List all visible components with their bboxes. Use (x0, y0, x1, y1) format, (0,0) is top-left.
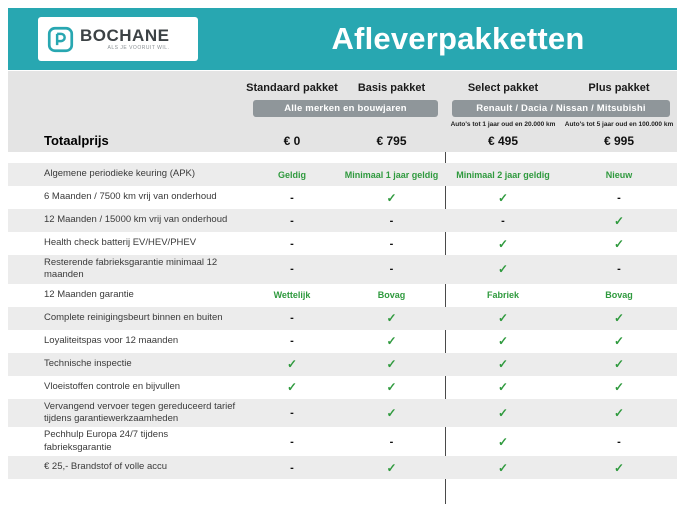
table-row (8, 307, 677, 330)
row-value-select: - (501, 214, 505, 227)
row-value-plus: ✓ (613, 334, 625, 349)
row-value-standaard: Wettelijk (273, 290, 311, 301)
row-value-plus: ✓ (613, 406, 625, 421)
row-value-standaard: - (290, 407, 294, 420)
table-row (8, 284, 677, 307)
table-row (8, 186, 677, 209)
table-row (8, 163, 677, 186)
subnotes-row (8, 120, 677, 129)
row-value-basis: - (389, 435, 394, 448)
row-label: Pechhulp Europa 24/7 tijdens fabrieksgarantie (44, 429, 169, 453)
column-header-select: Select pakket (467, 82, 539, 94)
row-value-standaard: - (290, 435, 294, 448)
totaalprijs-row (8, 133, 677, 148)
row-value-plus: ✓ (613, 236, 625, 251)
row-value-basis: ✓ (386, 357, 397, 372)
table-header (8, 71, 677, 152)
column-header-standaard: Standaard pakket (246, 82, 338, 94)
row-label: 12 Maanden / 15000 km vrij van onderhoud (44, 214, 228, 226)
page-title: Afleverpakketten (331, 21, 585, 56)
row-value-basis: ✓ (386, 190, 397, 205)
row-label: Algemene periodieke keuring (APK) (44, 168, 196, 180)
row-value-basis: ✓ (386, 311, 397, 326)
row-label: Complete reinigingsbeurt binnen en buiten (44, 312, 223, 324)
row-value-select: ✓ (497, 236, 509, 251)
column-header-plus: Plus pakket (588, 82, 650, 94)
row-value-select: ✓ (497, 406, 509, 421)
logo-tagline: ALS JE VOORUIT WIL. (107, 45, 170, 51)
row-value-standaard: - (290, 335, 294, 348)
row-value-select: ✓ (497, 311, 509, 326)
table-row (8, 255, 677, 284)
row-value-plus: ✓ (613, 380, 625, 395)
row-value-select: Fabriek (486, 290, 519, 301)
row-value-basis: - (389, 263, 394, 276)
logo-text (80, 27, 169, 51)
column-headers-row (8, 82, 677, 94)
row-label: Vervangend vervoer tegen gereduceerd tarief tijdens garantiewerkzaamheden (44, 400, 236, 425)
row-value-basis: ✓ (386, 460, 397, 475)
table-row (8, 353, 677, 376)
row-label: 6 Maanden / 7500 km vrij van onderhoud (44, 191, 217, 203)
row-label: Loyaliteitspas voor 12 maanden (44, 335, 179, 347)
row-value-plus: - (617, 191, 621, 204)
row-value-select: ✓ (497, 334, 509, 349)
row-value-plus: Bovag (605, 290, 633, 301)
row-value-basis: - (389, 237, 394, 250)
row-value-select: ✓ (497, 190, 509, 205)
table-row (8, 399, 677, 428)
row-value-select: ✓ (497, 460, 509, 475)
badge-renault-dacia-nissan-mitsubishi: Renault / Dacia / Nissan / Mitsubishi (452, 100, 670, 117)
table-row (8, 427, 677, 456)
table-row (8, 232, 677, 255)
price-select: € 495 (487, 133, 519, 148)
row-value-plus: ✓ (613, 357, 625, 372)
row-label: 12 Maanden garantie (44, 289, 134, 301)
row-value-select: ✓ (497, 434, 509, 449)
row-value-basis: ✓ (386, 380, 397, 395)
row-value-standaard: ✓ (286, 357, 298, 372)
row-label: Resterende fabrieksgarantie minimaal 12 maanden (44, 257, 218, 281)
row-value-basis: ✓ (386, 406, 397, 421)
row-value-standaard: - (290, 312, 294, 325)
subnote-select: Auto's tot 1 jaar oud en 20.000 km (450, 121, 556, 128)
table-body (8, 163, 677, 479)
row-value-basis: Minimaal 1 jaar geldig (344, 169, 439, 180)
header-bar (8, 8, 677, 70)
row-value-plus: ✓ (613, 311, 625, 326)
row-value-basis: - (389, 214, 394, 227)
row-value-standaard: Geldig (277, 169, 306, 180)
row-value-standaard: - (290, 461, 294, 474)
totaalprijs-label: Totaalprijs (44, 133, 109, 148)
bochane-logo-icon (47, 26, 74, 53)
row-value-standaard: - (290, 191, 294, 204)
row-value-standaard: - (290, 263, 294, 276)
price-basis: € 795 (376, 133, 407, 148)
row-value-standaard: ✓ (286, 380, 298, 395)
row-value-plus: ✓ (613, 213, 625, 228)
row-value-plus: ✓ (613, 460, 625, 475)
table-row (8, 456, 677, 479)
row-value-plus: Nieuw (605, 169, 633, 180)
row-value-plus: - (617, 263, 621, 276)
table-row (8, 209, 677, 232)
badge-alle-merken: Alle merken en bouwjaren (253, 100, 438, 117)
price-standaard: € 0 (283, 133, 301, 148)
row-label: Technische inspectie (44, 358, 132, 370)
row-label: € 25,- Brandstof of volle accu (44, 461, 168, 473)
row-value-standaard: - (290, 214, 294, 227)
row-value-basis: ✓ (386, 334, 397, 349)
row-value-select: ✓ (497, 380, 509, 395)
row-value-basis: Bovag (377, 290, 406, 301)
row-value-select: ✓ (497, 262, 509, 277)
row-label: Vloeistoffen controle en bijvullen (44, 381, 181, 393)
column-header-basis: Basis pakket (357, 82, 426, 94)
group-badges-row (8, 100, 677, 117)
bochane-logo (38, 17, 198, 61)
row-value-select: Minimaal 2 jaar geldig (456, 169, 550, 180)
row-value-select: ✓ (497, 357, 509, 372)
row-label: Health check batterij EV/HEV/PHEV (44, 237, 197, 249)
price-plus: € 995 (603, 133, 635, 148)
table-row (8, 376, 677, 399)
subnote-plus: Auto's tot 5 jaar oud en 100.000 km (564, 121, 674, 128)
logo-name: BOCHANE (80, 26, 170, 45)
table-row (8, 330, 677, 353)
row-value-plus: - (617, 435, 621, 448)
row-value-standaard: - (290, 237, 294, 250)
